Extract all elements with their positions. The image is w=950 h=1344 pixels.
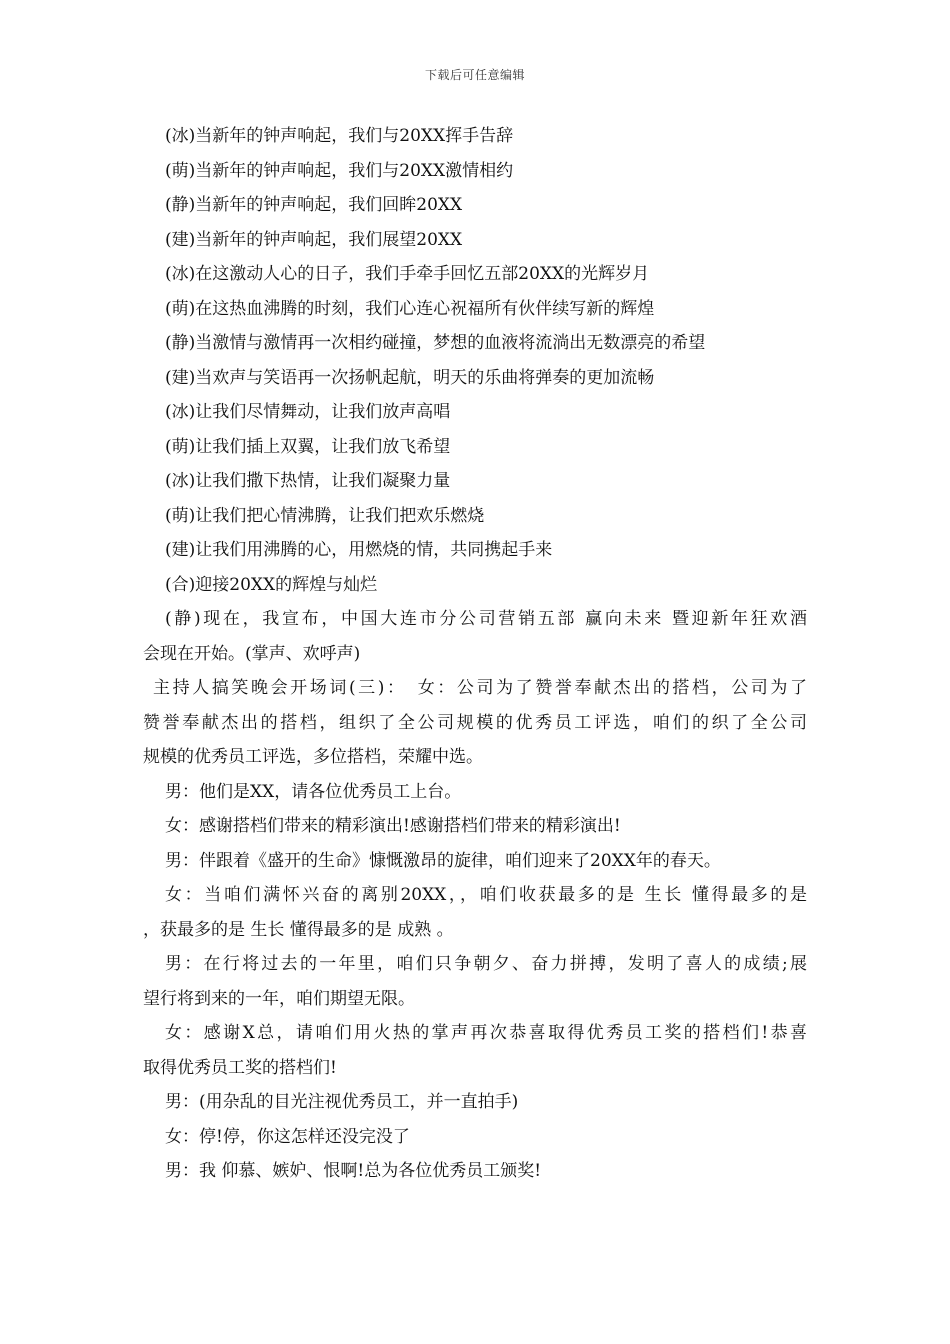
paragraph-line: (建)当欢声与笑语再一次扬帆起航，明天的乐曲将弹奏的更加流畅 bbox=[165, 367, 655, 388]
paragraph-line: 女：停!停，你这怎样还没完没了 bbox=[165, 1126, 410, 1147]
paragraph-line: (静)现在，我宣布，中国大连市分公司营销五部 赢向未来 暨迎新年狂欢酒 bbox=[165, 609, 807, 629]
paragraph-line: (合)迎接20XX的辉煌与灿烂 bbox=[165, 574, 378, 595]
paragraph-line: 女：当咱们满怀兴奋的离别20XX，，咱们收获最多的是 生长 懂得最多的是 bbox=[165, 885, 807, 905]
paragraph-line: 男：(用杂乱的目光注视优秀员工，并一直拍手) bbox=[165, 1092, 519, 1112]
paragraph-line: 男：伴跟着《盛开的生命》慷慨激昂的旋律，咱们迎来了20XX年的春天。 bbox=[165, 850, 721, 871]
paragraph-line: (萌)当新年的钟声响起，我们与20XX激情相约 bbox=[165, 160, 514, 181]
paragraph-line: (冰)在这激动人心的日子，我们手牵手回忆五部20XX的光辉岁月 bbox=[165, 264, 650, 284]
page-header: 下载后可任意编辑 bbox=[424, 68, 525, 82]
paragraph-line: 女：感谢搭档们带来的精彩演出!感谢搭档们带来的精彩演出! bbox=[165, 816, 621, 836]
paragraph-line: (冰)让我们尽情舞动，让我们放声高唱 bbox=[165, 402, 451, 422]
paragraph-line: 女：感谢X总，请咱们用火热的掌声再次恭喜取得优秀员工奖的搭档们!恭喜 bbox=[165, 1023, 807, 1043]
paragraph-line: ，获最多的是 生长 懂得最多的是 成熟 。 bbox=[143, 919, 454, 940]
paragraph-line: 会现在开始。(掌声、欢呼声) bbox=[143, 643, 361, 664]
paragraph-line: 主持人搞笑晚会开场词(三)： 女：公司为了赞誉奉献杰出的搭档，公司为了 bbox=[153, 678, 807, 698]
paragraph-line: (静)当激情与激情再一次相约碰撞，梦想的血液将流淌出无数漂亮的希望 bbox=[165, 333, 706, 353]
paragraph-line: (静)当新年的钟声响起，我们回眸20XX bbox=[165, 195, 463, 215]
document-body bbox=[143, 119, 807, 1189]
paragraph-line: (冰)当新年的钟声响起，我们与20XX挥手告辞 bbox=[165, 126, 514, 146]
paragraph-line: (萌)在这热血沸腾的时刻，我们心连心祝福所有伙伴续写新的辉煌 bbox=[165, 298, 655, 319]
paragraph-line: (建)当新年的钟声响起，我们展望20XX bbox=[165, 229, 463, 250]
paragraph-line: 规模的优秀员工评选，多位搭档，荣耀中选。 bbox=[143, 747, 483, 767]
paragraph-line: (萌)让我们把心情沸腾，让我们把欢乐燃烧 bbox=[165, 505, 485, 526]
paragraph-line: 男：在行将过去的一年里，咱们只争朝夕、奋力拼搏，发明了喜人的成绩;展 bbox=[165, 954, 807, 974]
paragraph-line: 男：我 仰慕、嫉妒、恨啊!总为各位优秀员工颁奖! bbox=[165, 1161, 542, 1181]
paragraph-line: 望行将到来的一年，咱们期望无限。 bbox=[143, 988, 415, 1009]
paragraph-line: 取得优秀员工奖的搭档们! bbox=[143, 1057, 337, 1078]
paragraph-line: 赞誉奉献杰出的搭档，组织了全公司规模的优秀员工评选，咱们的织了全公司 bbox=[143, 712, 807, 733]
paragraph-line: (冰)让我们撒下热情，让我们凝聚力量 bbox=[165, 471, 451, 491]
paragraph-line: 男：他们是XX，请各位优秀员工上台。 bbox=[165, 781, 462, 802]
paragraph-line: (建)让我们用沸腾的心，用燃烧的情，共同携起手来 bbox=[165, 540, 553, 560]
paragraph-line: (萌)让我们插上双翼，让我们放飞希望 bbox=[165, 436, 451, 457]
